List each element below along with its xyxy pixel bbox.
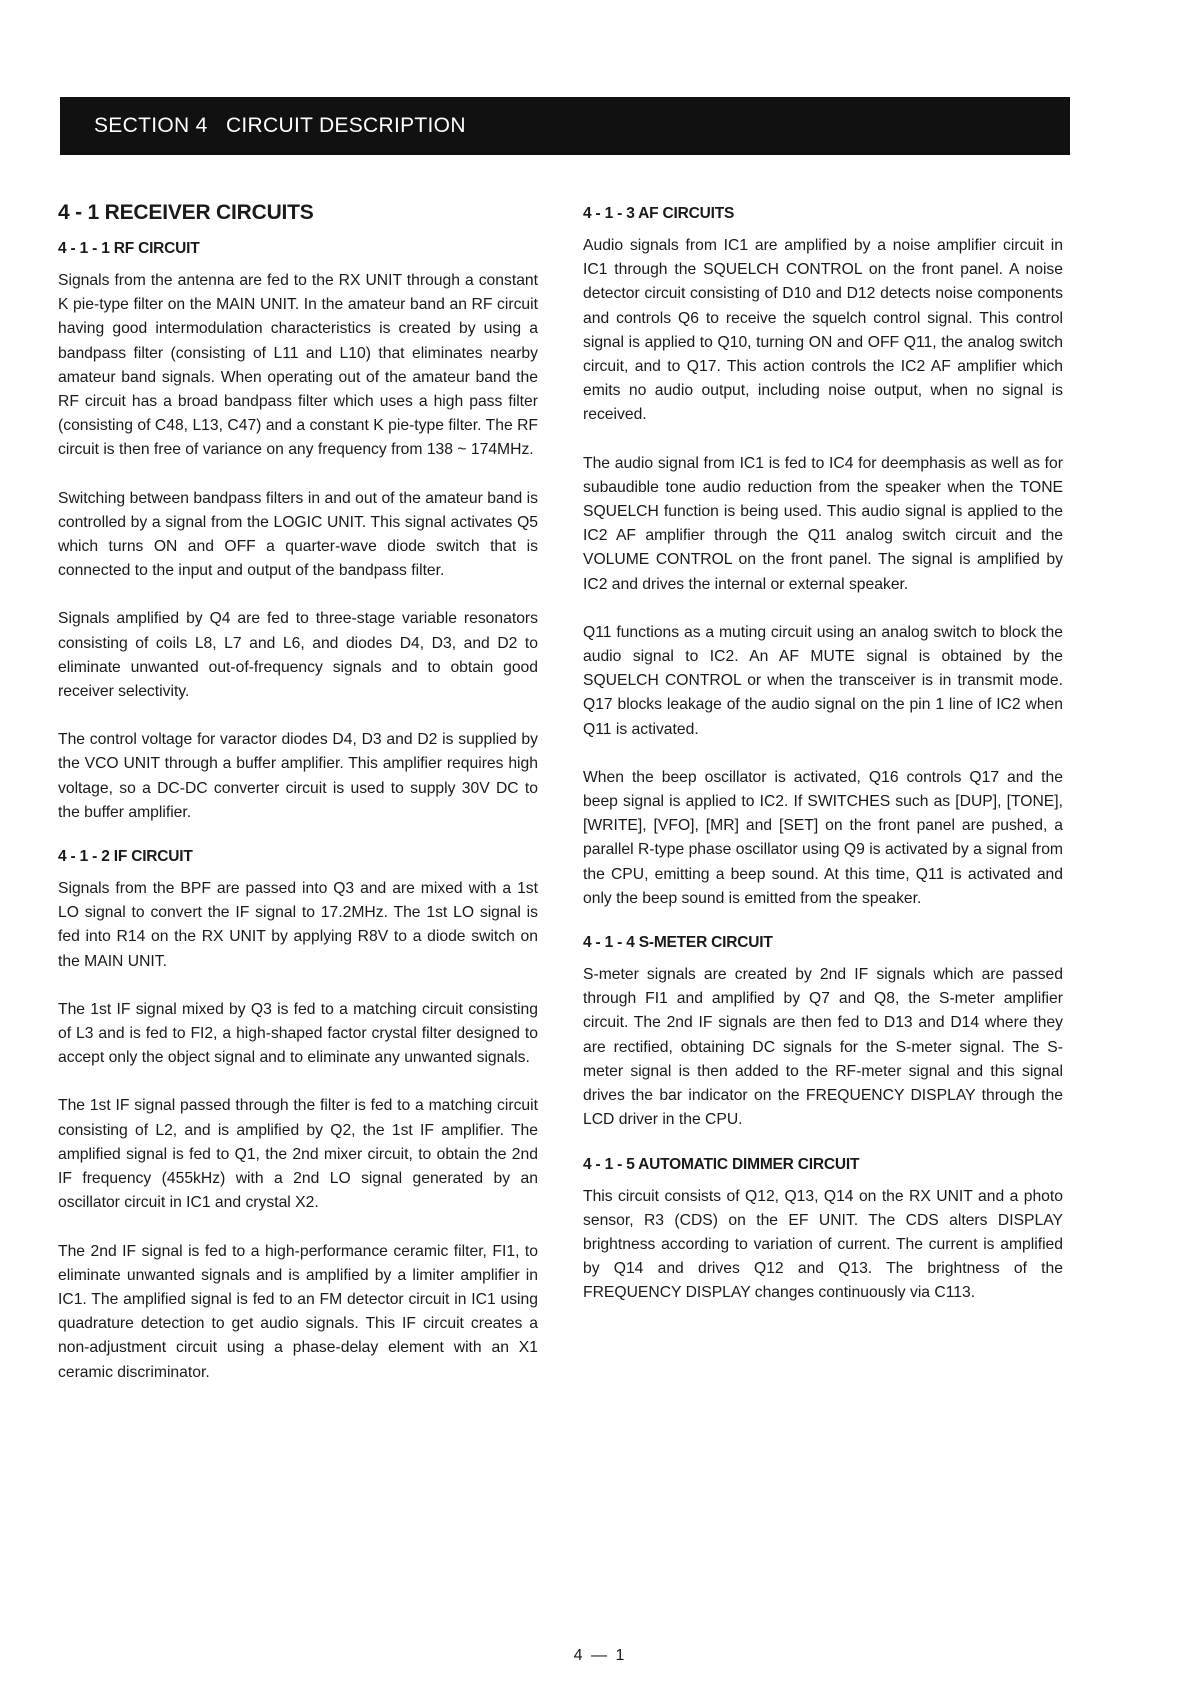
if-paragraph: Signals from the BPF are passed into Q3 and are mixed with a 1st LO signal to convert the IF signal to 17.2MHz. The 1st LO signal is fed into R14 on the RX UNIT by applying R8V to a diode switch on the MAIN UNIT. bbox=[58, 880, 538, 970]
af-circuits-heading: 4 - 1 - 3 AF CIRCUITS bbox=[583, 205, 735, 222]
af-paragraph: Q11 functions as a muting circuit using an analog switch to block the audio signal to IC2. An AF MUTE signal is obtained by the SQUELCH CONTROL or when the transceiver is in transmit mode. Q17 blocks leakage of the audio signal on the pin 1 line of IC2 when Q11 is activated. bbox=[583, 623, 1063, 738]
section-title: 4 - 1 RECEIVER CIRCUITS bbox=[58, 201, 314, 224]
if-paragraph: The 1st IF signal passed through the filter is fed to a matching circuit consisting of L2, and is amplified by Q2, the 1st IF amplifier. The amplified signal is fed to Q1, the 2nd mixer circuit, to obtain the 2nd IF frequency (455kHz) with a 2nd LO signal generated by an oscillator circuit in IC1 and crystal X2. bbox=[58, 1097, 538, 1212]
left-column bbox=[58, 200, 538, 1385]
rf-circuit-heading: 4 - 1 - 1 RF CIRCUIT bbox=[58, 240, 200, 257]
if-circuit-heading: 4 - 1 - 2 IF CIRCUIT bbox=[58, 848, 193, 866]
af-paragraph: Audio signals from IC1 are amplified by a noise amplifier circuit in IC1 through the SQUELCH CONTROL on the front panel. A noise detector circuit consisting of D10 and D12 detects noise components and controls Q6 to receive the squelch control signal. This control signal is applied to Q10, turning ON and OFF Q11, the analog switch circuit, and to Q17. This action controls the IC2 AF amplifier which emits no audio output, including noise output, when no signal is received. bbox=[583, 237, 1063, 424]
section-banner bbox=[60, 97, 1070, 155]
af-paragraph: The audio signal from IC1 is fed to IC4 for deemphasis as well as for subaudible tone audio reduction from the speaker when the TONE SQUELCH function is being used. This audio signal is applied to the IC2 AF amplifier through the Q11 analog switch circuit and the VOLUME CONTROL on the front panel. The signal is amplified by IC2 and drives the internal or external speaker. bbox=[583, 454, 1063, 593]
s-meter-heading: 4 - 1 - 4 S-METER CIRCUIT bbox=[583, 934, 773, 952]
af-paragraph: When the beep oscillator is activated, Q16 controls Q17 and the beep signal is applied to IC2. If SWITCHES such as [DUP], [TONE], [WRITE], [VFO], [MR] and [SET] on the front panel are pushed, a parallel R-type phase oscillator using Q9 is activated by a signal from the CPU, emitting a beep sound. At this time, Q11 is activated and only the beep sound is emitted from the speaker. bbox=[583, 768, 1063, 907]
if-paragraph: The 2nd IF signal is fed to a high-performance ceramic filter, FI1, to eliminate unwanted signals and is amplified by a limiter amplifier in IC1. The amplified signal is fed to an FM detector circuit in IC1 using quadrature detection to get audio signals. This IF circuit creates a non-adjustment circuit using a phase-delay element with an X1 ceramic discriminator. bbox=[58, 1242, 538, 1381]
page-number: 4 — 1 bbox=[573, 1647, 627, 1664]
if-paragraph: The 1st IF signal mixed by Q3 is fed to a matching circuit consisting of L3 and is fed to FI2, a high-shaped factor crystal filter designed to accept only the object signal and to eliminate any unwanted signals. bbox=[58, 1000, 538, 1067]
dimmer-paragraph: This circuit consists of Q12, Q13, Q14 on the RX UNIT and a photo sensor, R3 (CDS) on the EF UNIT. The CDS alters DISPLAY brightness according to variation of current. The current is amplified by Q14 and drives Q12 and Q13. The brightness of the FREQUENCY DISPLAY changes continuously via C113. bbox=[583, 1187, 1063, 1302]
rf-paragraph: The control voltage for varactor diodes D4, D3 and D2 is supplied by the VCO UNIT through a buffer amplifier. This amplifier requires high voltage, so a DC-DC converter circuit is used to supply 30V DC to the buffer amplifier. bbox=[58, 731, 538, 821]
rf-paragraph: Switching between bandpass filters in and out of the amateur band is controlled by a signal from the LOGIC UNIT. This signal activates Q5 which turns ON and OFF a quarter-wave diode switch that is connected to the input and output of the bandpass filter. bbox=[58, 489, 538, 580]
rf-paragraph: Signals from the antenna are fed to the RX UNIT through a constant K pie-type filter on the MAIN UNIT. In the amateur band an RF circuit having good intermodulation characteristics is created by using a bandpass filter (consisting of L11 and L10) that eliminates nearby amateur band signals. When operating out of the amateur band the RF circuit has a broad bandpass filter which uses a high pass filter (consisting of C48, L13, C47) and a constant K pie-type filter. The RF circuit is then free of variance on any frequency from 138 ~ 174MHz. bbox=[58, 272, 538, 459]
dimmer-heading: 4 - 1 - 5 AUTOMATIC DIMMER CIRCUIT bbox=[583, 1155, 860, 1173]
rf-paragraph: Signals amplified by Q4 are fed to three-stage variable resonators consisting of coils L8, L7 and L6, and diodes D4, D3, and D2 to eliminate unwanted out-of-frequency signals and to obtain good receiver selectivity. bbox=[58, 610, 538, 701]
s-meter-paragraph: S-meter signals are created by 2nd IF signals which are passed through FI1 and amplified by Q7 and Q8, the S-meter amplifier circuit. The 2nd IF signals are then fed to D13 and D14 where they are rectified, obtaining DC signals for the S-meter signal. The S-meter signal is then added to the RF-meter signal and this signal drives the bar indicator on the FREQUENCY DISPLAY through the LCD driver in the CPU. bbox=[583, 966, 1063, 1129]
section-banner-title: SECTION 4 CIRCUIT DESCRIPTION bbox=[94, 114, 466, 137]
right-column bbox=[583, 200, 1063, 1306]
